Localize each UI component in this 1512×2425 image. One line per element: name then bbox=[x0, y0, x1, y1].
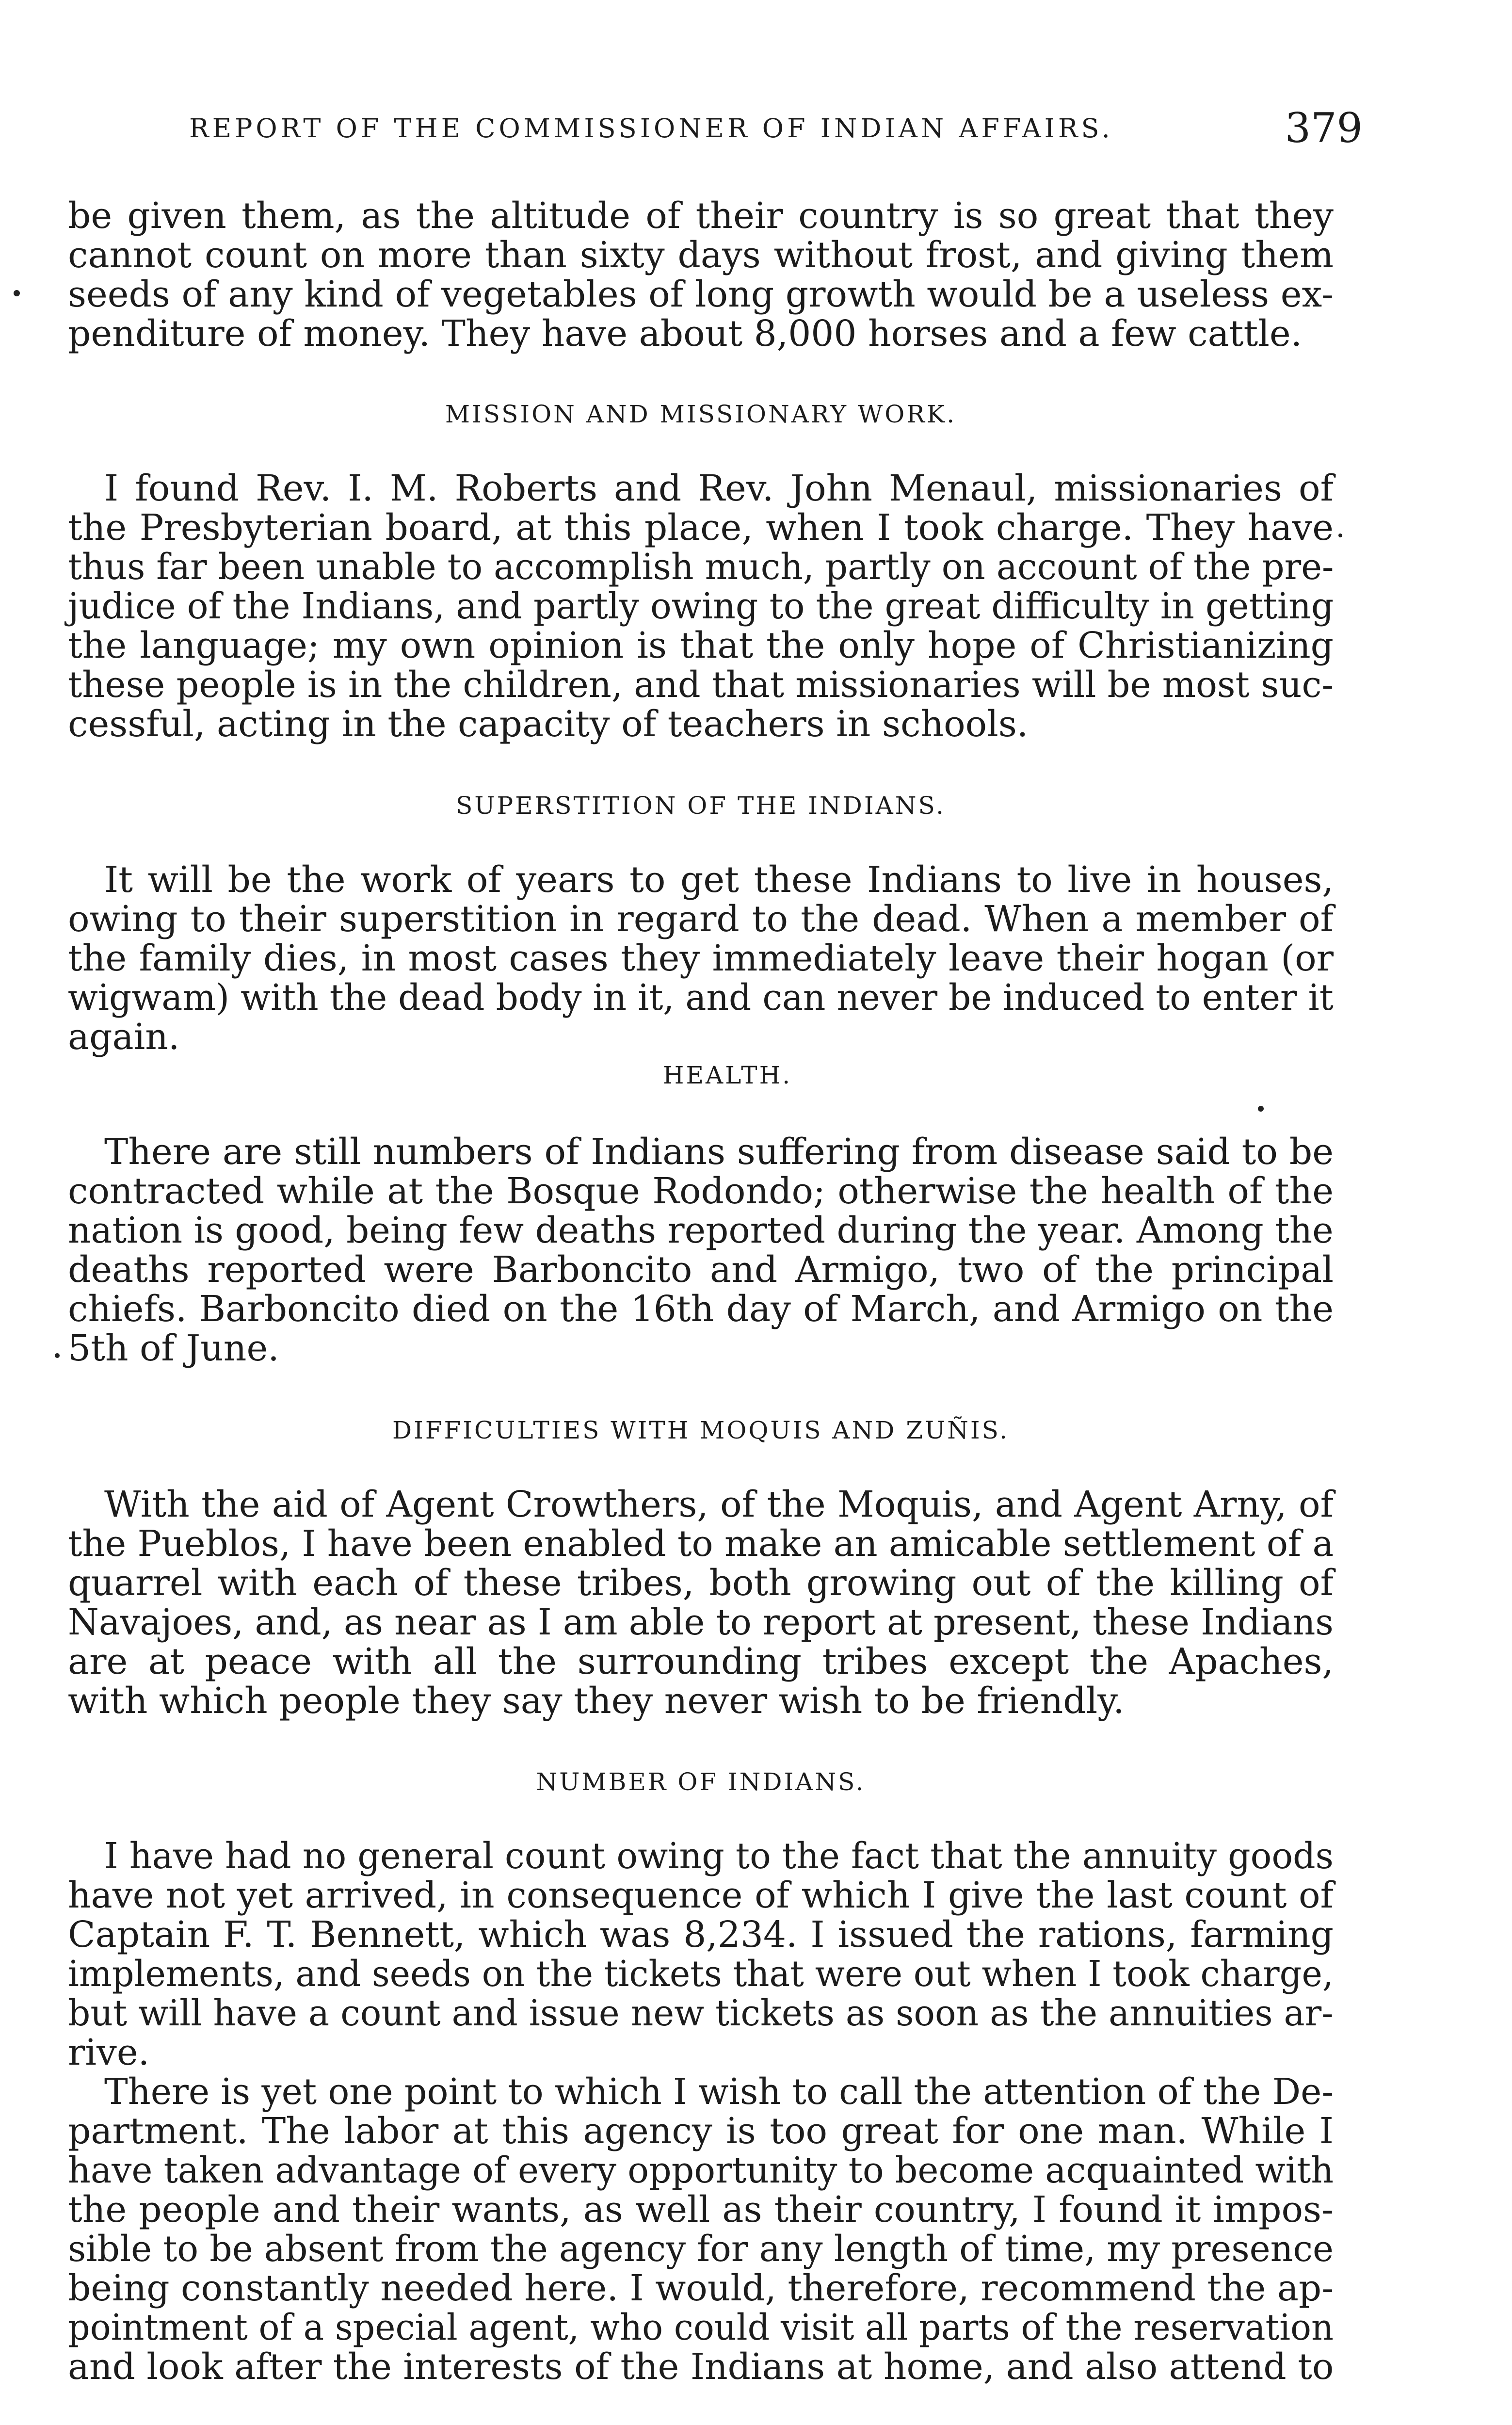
text-line: deaths reported were Barboncito and Armigo, two of the principal bbox=[68, 1249, 1334, 1291]
text-line: nation is good, being few deaths reported during the year. Among the bbox=[68, 1210, 1334, 1251]
scan-speck bbox=[1258, 1106, 1264, 1112]
text-line: cessful, acting in the capacity of teachers in schools. bbox=[68, 703, 1029, 745]
text-line: owing to their superstition in regard to the dead. When a member of bbox=[68, 898, 1334, 940]
text-line: are at peace with all the surrounding tribes except the Apaches, bbox=[68, 1641, 1334, 1682]
text-line: the family dies, in most cases they immediately leave their hogan (or bbox=[68, 938, 1334, 979]
text-line: I found Rev. I. M. Roberts and Rev. John Menaul, missionaries of bbox=[104, 468, 1334, 509]
text-line: the language; my own opinion is that the only hope of Christianizing bbox=[68, 625, 1334, 666]
text-line: rive. bbox=[68, 2032, 150, 2073]
text-line: 5th of June. bbox=[68, 1327, 279, 1369]
text-line: the people and their wants, as well as their country, I found it impos- bbox=[68, 2189, 1334, 2231]
text-line: implements, and seeds on the tickets that were out when I took charge, bbox=[68, 1953, 1334, 1995]
text-line: be given them, as the altitude of their country is so great that they bbox=[68, 195, 1334, 237]
section-heading-health: HEALTH. bbox=[662, 1061, 792, 1089]
text-line: the Pueblos, I have been enabled to make an amicable settlement of a bbox=[68, 1523, 1334, 1565]
running-title: REPORT OF THE COMMISSIONER OF INDIAN AFFAIRS. bbox=[189, 113, 1113, 144]
text-line: have taken advantage of every opportunity to become acquainted with bbox=[68, 2150, 1334, 2191]
text-line: these people is in the children, and that missionaries will be most suc- bbox=[68, 664, 1334, 706]
section-heading-number: NUMBER OF INDIANS. bbox=[536, 1768, 866, 1796]
text-line: the Presbyterian board, at this place, when I took charge. They have bbox=[68, 507, 1334, 549]
text-line: have not yet arrived, in consequence of which I give the last count of bbox=[68, 1875, 1334, 1916]
text-line: judice of the Indians, and partly owing to the great difficulty in getting bbox=[68, 585, 1334, 627]
text-line: Captain F. T. Bennett, which was 8,234. I issued the rations, farming bbox=[68, 1914, 1334, 1956]
text-line: sible to be absent from the agency for any length of time, my presence bbox=[68, 2228, 1334, 2270]
page-number: 379 bbox=[1285, 104, 1363, 152]
text-line: again. bbox=[68, 1016, 180, 1058]
text-line: It will be the work of years to get these Indians to live in houses, bbox=[104, 859, 1334, 901]
text-line: chiefs. Barboncito died on the 16th day of March, and Armigo on the bbox=[68, 1288, 1334, 1330]
text-line: partment. The labor at this agency is too great for one man. While I bbox=[68, 2110, 1334, 2152]
section-heading-mission: MISSION AND MISSIONARY WORK. bbox=[445, 400, 957, 428]
text-line: There is yet one point to which I wish to call the attention of the De- bbox=[104, 2071, 1334, 2113]
text-line: contracted while at the Bosque Rodondo; otherwise the health of the bbox=[68, 1170, 1334, 1212]
text-line: quarrel with each of these tribes, both growing out of the killing of bbox=[68, 1562, 1334, 1604]
text-line: seeds of any kind of vegetables of long growth would be a useless ex- bbox=[68, 274, 1334, 315]
text-line: but will have a count and issue new tickets as soon as the annuities ar- bbox=[68, 1992, 1334, 2034]
running-header bbox=[189, 104, 1363, 158]
section-heading-difficulties: DIFFICULTIES WITH MOQUIS AND ZUÑIS. bbox=[392, 1416, 1010, 1444]
scan-speck bbox=[14, 290, 20, 296]
text-line: cannot count on more than sixty days without frost, and giving them bbox=[68, 234, 1334, 276]
text-line: penditure of money. They have about 8,000 horses and a few cattle. bbox=[68, 313, 1303, 355]
text-line: thus far been unable to accomplish much, partly on account of the pre- bbox=[68, 546, 1334, 588]
text-line: With the aid of Agent Crowthers, of the Moquis, and Agent Arny, of bbox=[104, 1484, 1334, 1525]
text-line: There are still numbers of Indians suffering from disease said to be bbox=[104, 1131, 1334, 1173]
text-line: with which people they say they never wish to be friendly. bbox=[68, 1680, 1125, 1722]
text-line: wigwam) with the dead body in it, and can never be induced to enter it bbox=[68, 977, 1334, 1018]
text-line: pointment of a special agent, who could visit all parts of the reservation bbox=[68, 2307, 1334, 2348]
text-line: and look after the interests of the Indians at home, and also attend to bbox=[68, 2346, 1334, 2388]
text-line: I have had no general count owing to the fact that the annuity goods bbox=[104, 1835, 1334, 1877]
scan-speck bbox=[1338, 534, 1342, 537]
scan-speck bbox=[55, 1353, 60, 1358]
text-line: Navajoes, and, as near as I am able to report at present, these Indians bbox=[68, 1601, 1334, 1643]
text-line: being constantly needed here. I would, therefore, recommend the ap- bbox=[68, 2267, 1334, 2309]
section-heading-superstition: SUPERSTITION OF THE INDIANS. bbox=[456, 792, 946, 820]
